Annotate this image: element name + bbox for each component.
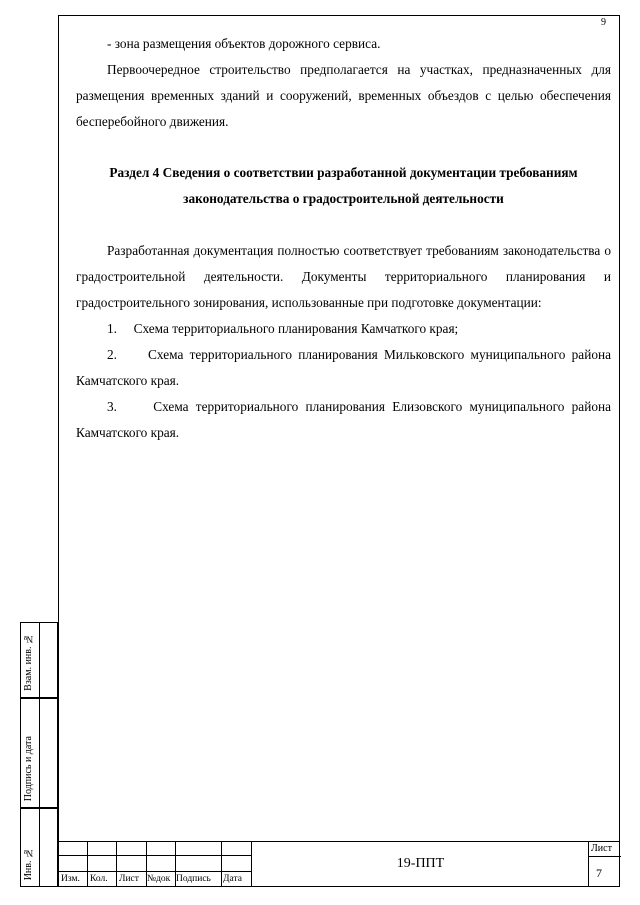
revision-table (58, 841, 251, 887)
sheet-cell (588, 841, 621, 887)
sheet-label: Лист (591, 843, 612, 854)
page-number: 9 (601, 17, 606, 28)
stamp-vzam-inv (20, 622, 58, 698)
revision-col-label: Дата (223, 874, 242, 884)
section-heading: Раздел 4 Сведения о соответствии разработанной документации требованиям законодательства о градостроительной деятельности (109, 165, 578, 206)
title-block (58, 841, 620, 887)
list-item: 2. Схема территориального планирования Мильковского муниципального района Камчатского края. (76, 347, 611, 388)
revision-col-label: Лист (119, 874, 139, 884)
sheet-number: 7 (596, 866, 602, 880)
stamp-signature-date (20, 698, 58, 808)
revision-col-label: Кол. (90, 874, 108, 884)
list-item: 1. Схема территориального планирования Камчаткого края; (107, 321, 459, 336)
revision-col-label: Подпись (176, 874, 211, 884)
paragraph-compliance: Разработанная документация полностью соответствует требованиям законодательства о градостроительной деятельности. Документы территориального планирования и градостроительного зонирования, использованные при подготовке документации: (76, 243, 611, 310)
list-item: 3. Схема территориального планирования Елизовского муниципального района Камчатского края. (76, 399, 611, 440)
document-code: 19-ППТ (251, 841, 589, 887)
document-body (76, 31, 611, 446)
stamp-label: Взам. инв. № (23, 633, 34, 691)
stamp-inv (20, 808, 58, 887)
stamp-label: Инв. № (23, 846, 34, 880)
revision-col-label: №док (147, 874, 171, 884)
paragraph-road-service: - зона размещения объектов дорожного сервиса. (107, 36, 381, 51)
paragraph-priority-construction: Первоочередное строительство предполагается на участках, предназначенных для размещения временных зданий и сооружений, временных объездов с целью обеспечения бесперебойного движения. (76, 62, 611, 129)
revision-col-label: Изм. (61, 874, 80, 884)
stamp-label: Подпись и дата (23, 735, 34, 801)
